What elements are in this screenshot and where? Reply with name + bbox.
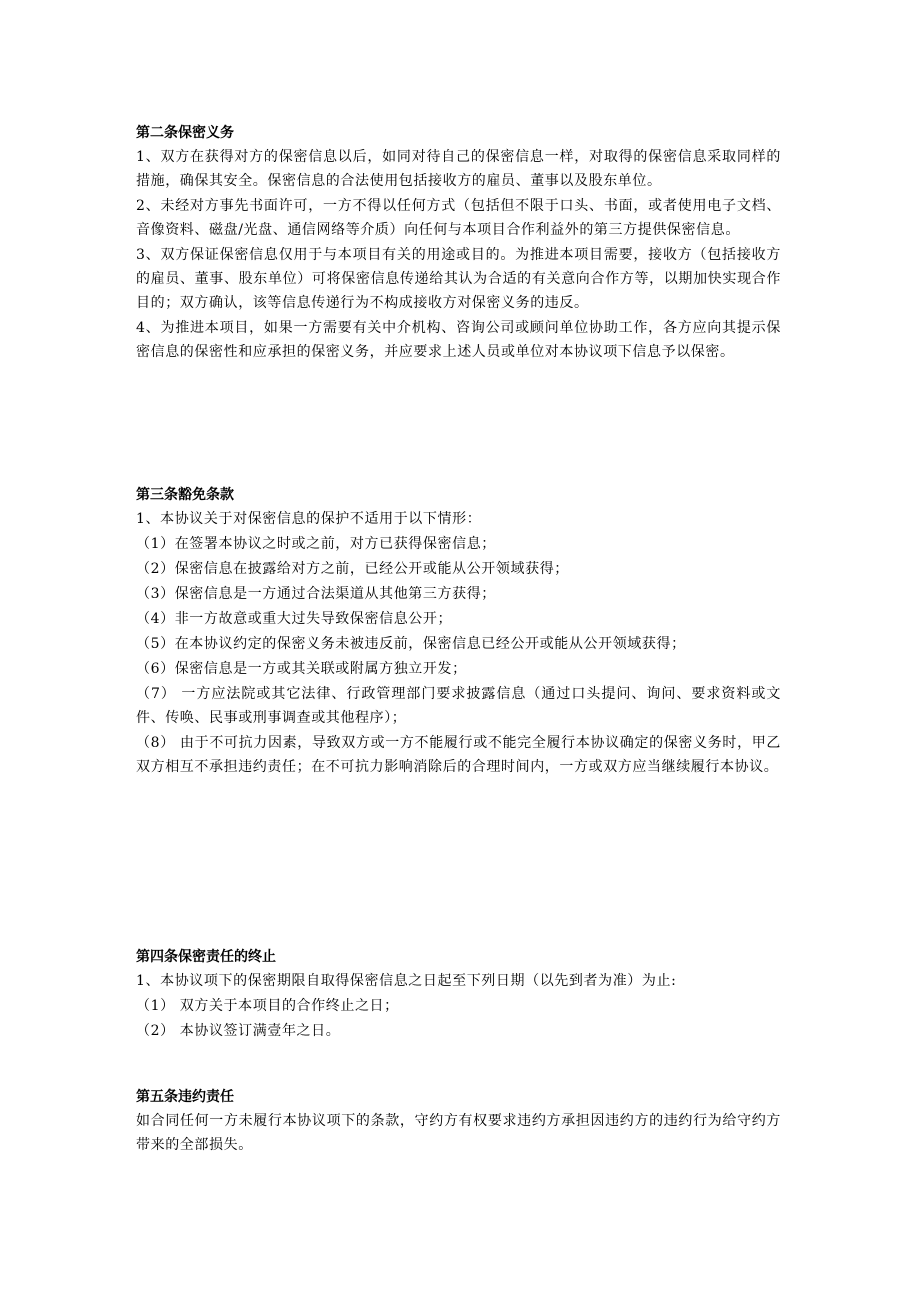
section-confidentiality-obligations [136,121,781,365]
clause-item: （8） 由于不可抗力因素，导致双方或一方不能履行或不能完全履行本协议确定的保密义务时，甲乙双方相互不承担违约责任；在不可抗力影响消除后的合理时间内，一方或双方应当继续履行本协议。 [136,735,781,775]
section-breach-liability [136,1085,781,1158]
clause-item: （7） 一方应法院或其它法律、行政管理部门要求披露信息（通过口头提问、询问、要求资料或文件、传唤、民事或刑事调查或其他程序）； [136,686,781,726]
clause-item: （1）在签署本协议之时或之前，对方已获得保密信息； [136,536,496,552]
section-heading: 第五条违约责任 [136,1089,234,1105]
clause-paragraph: 如合同任何一方未履行本协议项下的条款，守约方有权要求违约方承担因违约方的违约行为给守约方带来的全部损失。 [136,1113,781,1153]
clause-item: （5）在本协议约定的保密义务未被违反前，保密信息已经公开或能从公开领域获得； [136,636,686,652]
section-heading: 第三条豁免条款 [136,487,234,503]
clause-item: （1） 双方关于本项目的合作终止之日； [136,998,399,1014]
clause-paragraph: 1、本协议关于对保密信息的保护不适用于以下情形： [136,511,482,527]
clause-item: （2）保密信息在披露给对方之前，已经公开或能从公开领域获得； [136,561,569,577]
clause-paragraph: 4、为推进本项目，如果一方需要有关中介机构、咨询公司或顾问单位协助工作，各方应向其提示保密信息的保密性和应承担的保密义务，并应要求上述人员或单位对本协议项下信息予以保密。 [136,320,781,360]
clause-paragraph: 3、双方保证保密信息仅用于与本项目有关的用途或目的。为推进本项目需要，接收方（包括接收方的雇员、董事、股东单位）可将保密信息传递给其认为合适的有关意向合作方等，以期加快实现合作目的；双方确认，该等信息传递行为不构成接收方对保密义务的违反。 [136,247,781,311]
section-termination-of-confidentiality [136,945,781,1044]
section-heading: 第二条保密义务 [136,125,234,141]
clause-item: （6）保密信息是一方或其关联或附属方独立开发； [136,661,467,677]
section-heading: 第四条保密责任的终止 [136,949,276,965]
clause-paragraph: 1、本协议项下的保密期限自取得保密信息之日起至下列日期（以先到者为准）为止: [136,973,677,989]
clause-item: （4）非一方故意或重大过失导致保密信息公开； [136,611,453,627]
clause-paragraph: 1、双方在获得对方的保密信息以后，如同对待自己的保密信息一样，对取得的保密信息采取同样的措施，确保其安全。保密信息的合法使用包括接收方的雇员、董事以及股东单位。 [136,149,781,189]
clause-paragraph: 2、未经对方事先书面许可，一方不得以任何方式（包括但不限于口头、书面，或者使用电子文档、音像资料、磁盘/光盘、通信网络等介质）向任何与本项目合作利益外的第三方提供保密信息。 [136,198,781,238]
section-exemption-clauses [136,483,781,780]
clause-item: （3）保密信息是一方通过合法渠道从其他第三方获得； [136,586,496,602]
clause-item: （2） 本协议签订满壹年之日。 [136,1023,341,1039]
